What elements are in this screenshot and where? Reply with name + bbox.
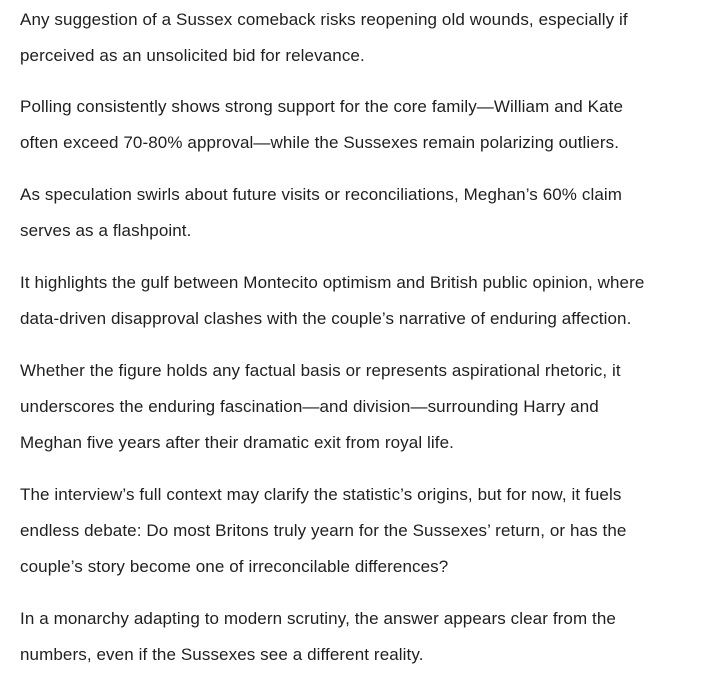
paragraph-line: Polling consistently shows strong support for the core family—William and Kate [20,97,624,116]
paragraph [20,477,626,585]
paragraph-line: couple’s story become one of irreconcilable differences? [20,557,449,576]
paragraph-line: data-driven disapproval clashes with the couple’s narrative of enduring affection. [20,309,632,328]
paragraph-line: numbers, even if the Sussexes see a different reality. [20,645,424,664]
paragraph-line: The interview’s full context may clarify the statistic’s origins, but for now, it fuels [20,485,622,504]
paragraph-line: endless debate: Do most Britons truly yearn for the Sussexes’ return, or has the [20,521,627,540]
paragraph-line: perceived as an unsolicited bid for relevance. [20,46,365,65]
paragraph [20,2,628,74]
paragraph [20,353,621,461]
paragraph-line: Meghan five years after their dramatic exit from royal life. [20,433,454,452]
paragraph [20,601,616,673]
paragraph-line: serves as a flashpoint. [20,221,192,240]
paragraph-line: Any suggestion of a Sussex comeback risks reopening old wounds, especially if [20,10,628,29]
paragraph-line: In a monarchy adapting to modern scrutiny, the answer appears clear from the [20,609,616,628]
paragraph-line: often exceed 70-80% approval—while the Sussexes remain polarizing outliers. [20,133,620,152]
paragraph [20,89,623,161]
paragraph-line: As speculation swirls about future visits or reconciliations, Meghan’s 60% claim [20,185,623,204]
paragraph-line: Whether the figure holds any factual basis or represents aspirational rhetoric, it [20,361,621,380]
paragraph-line: It highlights the gulf between Montecito optimism and British public opinion, where [20,273,645,292]
paragraph [20,177,622,249]
paragraph [20,265,644,337]
paragraph-line: underscores the enduring fascination—and division—surrounding Harry and [20,397,599,416]
